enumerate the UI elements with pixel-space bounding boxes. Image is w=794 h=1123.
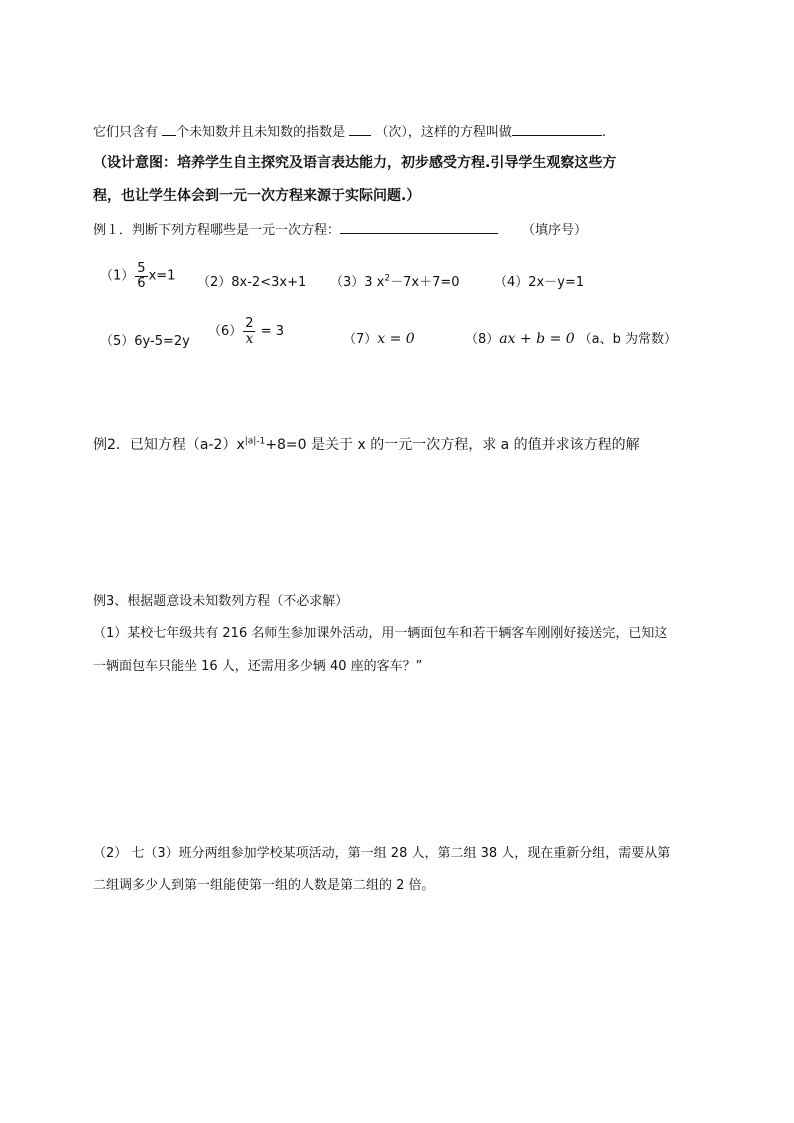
example3-q2-line1: （2） 七（3）班分两组参加学校某项活动，第一组 28 人，第二组 38 人，现在重新分组，需要从第 — [93, 846, 671, 861]
fraction: $\frac{5}{6}$ — [137, 261, 146, 291]
example1-row2 — [93, 317, 793, 357]
example1-row1 — [93, 262, 793, 302]
example3-q1-line2: 一辆面包车只能坐 16 人，还需用多少辆 40 座的客车？” — [93, 659, 423, 674]
equation-item-8: （8）ax + b = 0 （a、b 为常数） — [465, 331, 678, 347]
equation-item-4: （4）2x－y=1 — [494, 275, 585, 290]
equation-item-7: （7）x = 0 — [343, 331, 415, 347]
blank-answer-example1[interactable] — [340, 219, 498, 234]
blank-count[interactable] — [162, 121, 176, 136]
design-intent-line1: （设计意图：培养学生自主探究及语言表达能力，初步感受方程.引导学生观察这些方 — [93, 155, 617, 171]
equation-item-5: （5）6y-5=2y — [100, 334, 190, 349]
fraction: $\frac{2}{x}$ — [245, 316, 254, 347]
equation-item-2: （2）8x-2<3x+1 — [197, 275, 307, 290]
blank-equation-name[interactable] — [512, 121, 602, 136]
equation-item-6: （6） $\frac{2}{x}$ = 3 — [208, 316, 284, 347]
example3-title: 例3、根据题意设未知数列方程（不必求解） — [93, 594, 349, 609]
example2-statement: 例2．已知方程$(a-2)x^{|a|-1}+8=0$ 是关于 x 的一元一次方程，求 a 的值并求该方程的解 — [93, 436, 640, 453]
blank-exponent[interactable] — [349, 121, 371, 136]
equation-item-3: （3）3 $x^2-7x+7=0$ — [330, 273, 460, 290]
example1-prompt: 例１．判断下列方程哪些是一元一次方程： （填序号） — [93, 219, 587, 238]
example3-q2-line2: 二组调多少人到第一组能使第一组的人数是第二组的 2 倍。 — [93, 878, 435, 893]
design-intent-line2: 程，也让学生体会到一元一次方程来源于实际问题.） — [93, 188, 421, 204]
fill-in-statement: 它们只含有 个未知数并且未知数的指数是 （次），这样的方程叫做 . — [93, 121, 606, 140]
equation-item-1: （1） $\frac{5}{6}$ x=1 — [100, 261, 176, 291]
example3-q1-line1: （1）某校七年级共有 216 名师生参加课外活动，用一辆面包车和若干辆客车刚刚好接送完，已知这 — [93, 626, 668, 641]
